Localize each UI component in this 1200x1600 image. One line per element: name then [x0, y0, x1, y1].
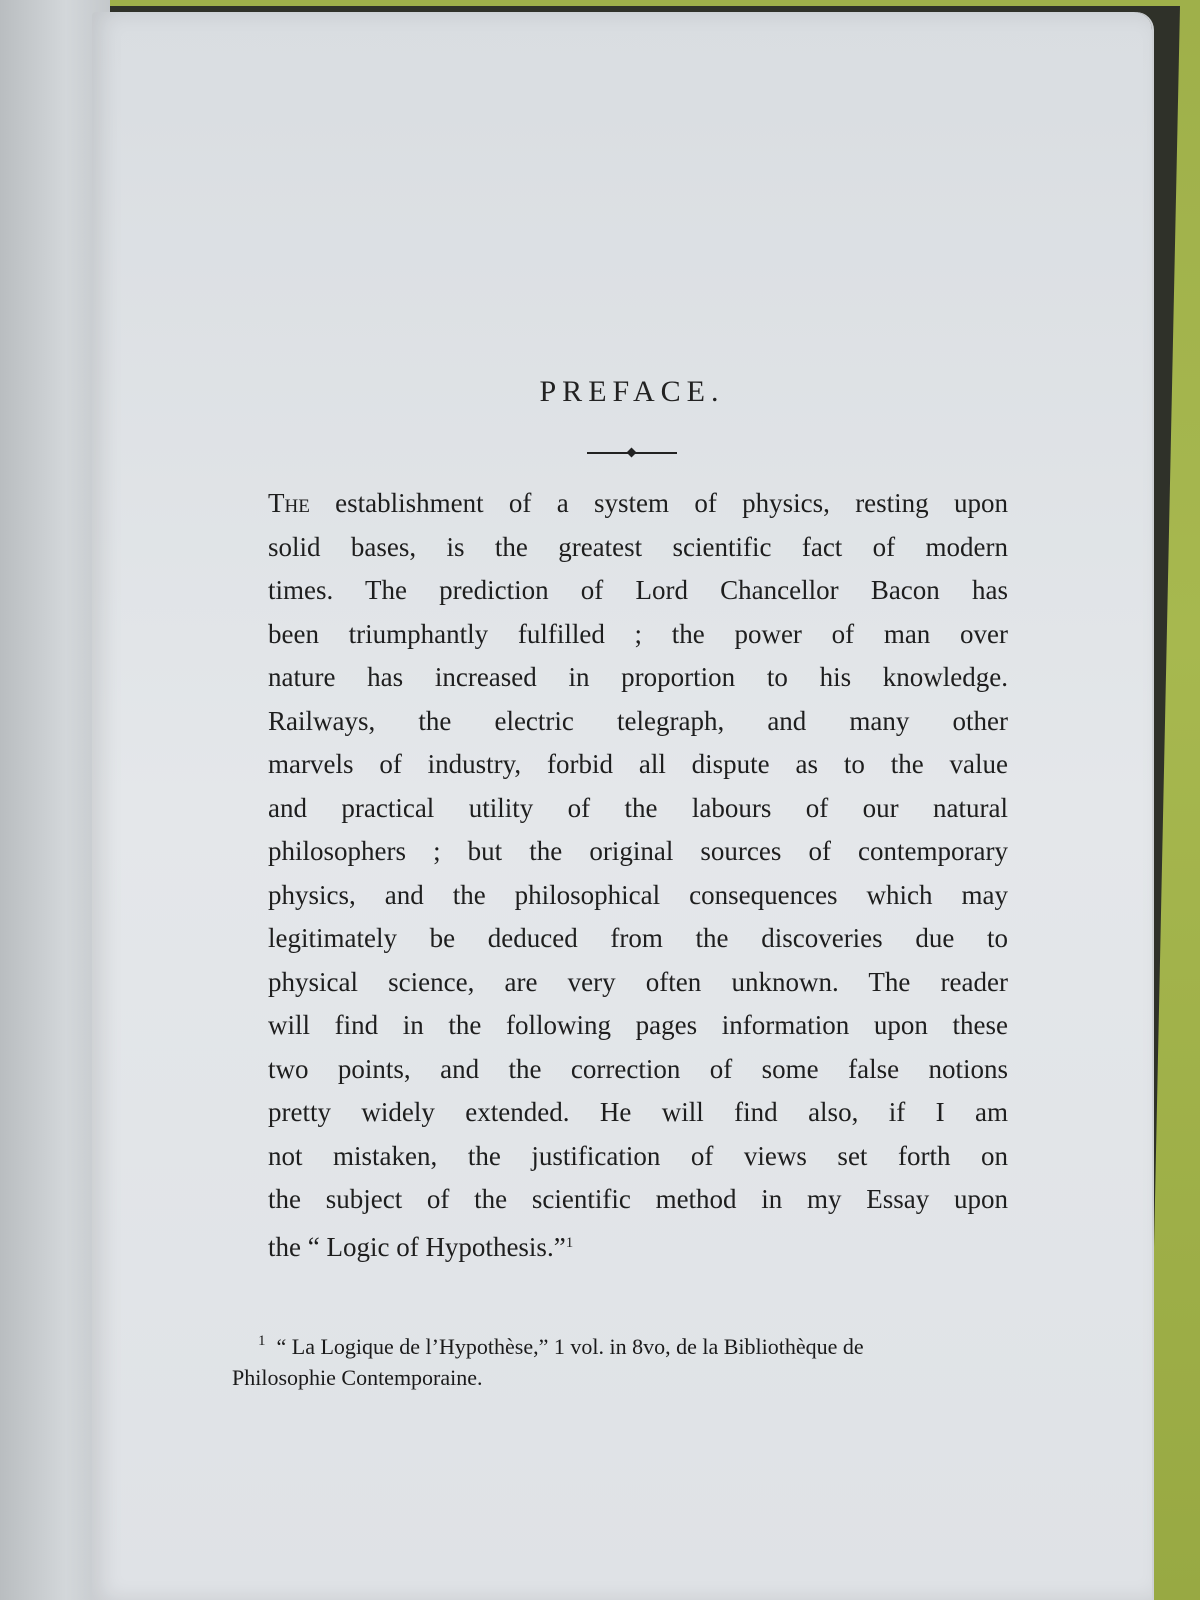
text-line: the “ Logic of Hypothesis.”$^1$ [268, 1231, 574, 1262]
text-line: philosophers ; but the original sources of contemporary [268, 836, 1008, 866]
text-line: solid bases, is the greatest scientific fact of modern [268, 531, 1008, 562]
text-line: Railways, the electric telegraph, and many other [268, 705, 1008, 736]
text-line: physical science, are very often unknown. The reader [268, 966, 1008, 997]
page-content [232, 12, 1032, 1600]
text-line: The establishment of a system of physics, resting upon [268, 488, 1008, 518]
text-line: been triumphantly fulfilled ; the power of man over [268, 618, 1008, 649]
title-ornament [587, 448, 677, 458]
text-line: marvels of industry, forbid all dispute as to the value [268, 749, 1008, 779]
text-line: the subject of the scientific method in my Essay upon [268, 1184, 1008, 1214]
text-line: two points, and the correction of some false notions [268, 1053, 1008, 1084]
text-line: times. The prediction of Lord Chancellor Bacon has [268, 575, 1008, 605]
text-line: not mistaken, the justification of views set forth on [268, 1140, 1008, 1171]
text-line: pretty widely extended. He will find also, if I am [268, 1097, 1008, 1127]
footnote-marker: 1 [258, 1333, 266, 1349]
text-line: physics, and the philosophical consequences which may [268, 879, 1008, 910]
text-line: legitimately be deduced from the discoveries due to [268, 923, 1008, 953]
footnote [232, 1326, 1032, 1393]
page-title: PREFACE. [539, 375, 725, 408]
footnote-reference: 1 [565, 1234, 574, 1251]
preface-paragraph [268, 482, 1008, 1269]
paragraph-lead-word: The [268, 488, 310, 518]
footnote-line: Philosophie Contemporaine. [232, 1365, 483, 1390]
text-line: nature has increased in proportion to his knowledge. [268, 662, 1008, 692]
text-line: and practical utility of the labours of our natural [268, 792, 1008, 823]
book-page [92, 12, 1152, 1600]
footnote-line: $^1$ “ La Logique de l’Hypothèse,” 1 vol. in 8vo, de la Bibliothèque de [258, 1333, 864, 1359]
text-line: will find in the following pages information upon these [268, 1010, 1008, 1040]
